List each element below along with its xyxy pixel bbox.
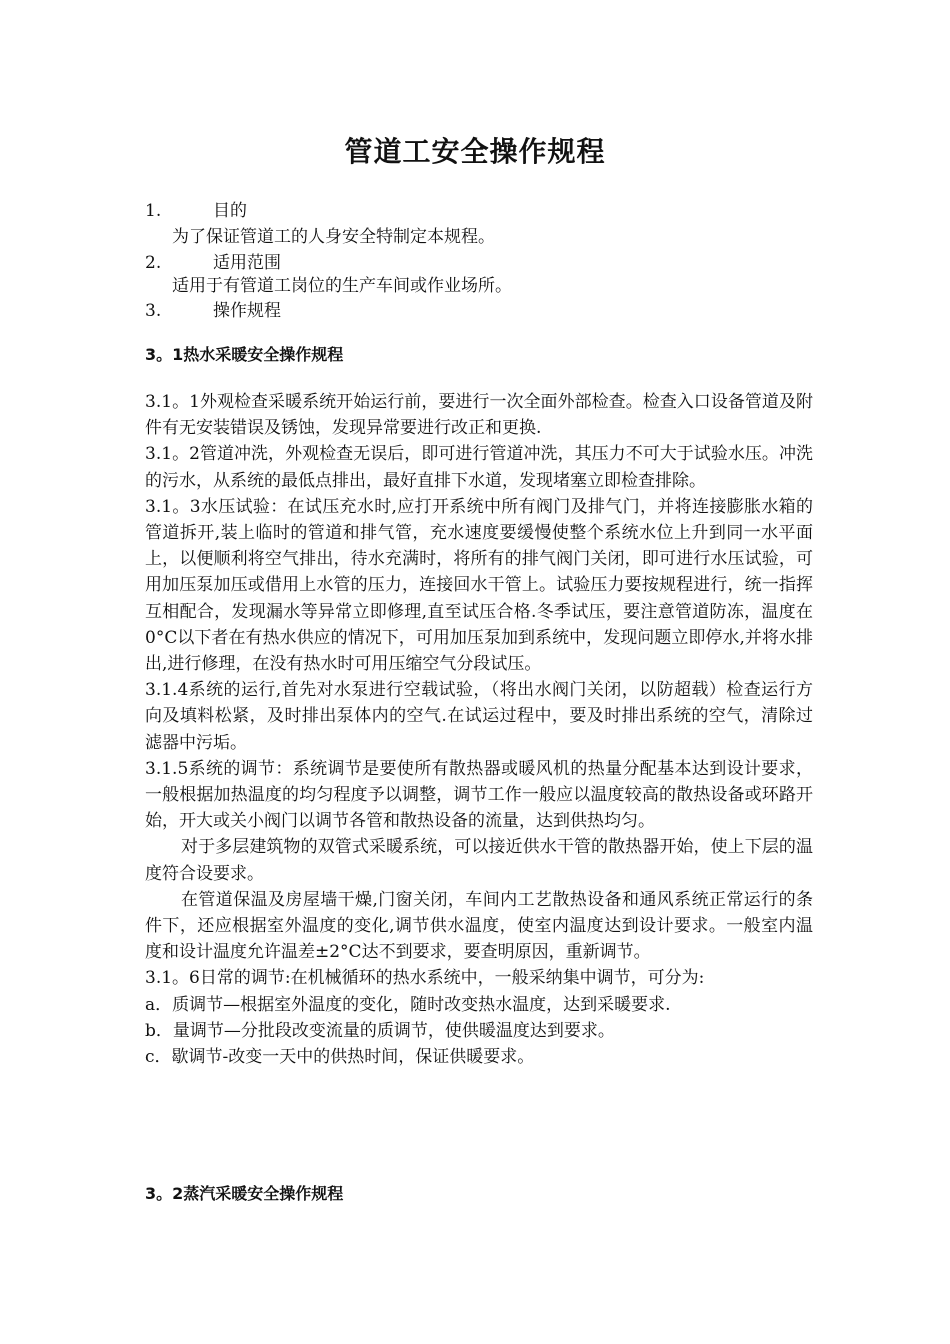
paragraph: 3.1。1外观检查采暖系统开始运行前，要进行一次全面外部检查。检查入口设备管道及附件有无安装错误及锈蚀，发现异常要进行改正和更换. xyxy=(145,392,813,439)
section-number: 3. xyxy=(145,301,162,321)
list-item: c．歇调节-改变一天中的供热时间，保证供暖要求。 xyxy=(145,1047,535,1068)
section-item-1 xyxy=(145,199,247,223)
paragraph: 3.1。6日常的调节:在机械循环的热水系统中，一般采纳集中调节，可分为: xyxy=(145,968,705,989)
paragraph: 3.1。2管道冲洗，外观检查无误后，即可进行管道冲洗，其压力不可大于试验水压。冲洗的污水，从系统的最低点排出，最好直排下水道，发现堵塞立即检查排除。 xyxy=(145,444,813,491)
section-label: 操作规程 xyxy=(213,301,281,321)
section-number: 2. xyxy=(145,253,162,273)
section-label: 目的 xyxy=(213,201,247,221)
section-text: 为了保证管道工的人身安全特制定本规程。 xyxy=(172,227,495,247)
section-item-2 xyxy=(145,251,281,275)
document-title: 管道工安全操作规程 xyxy=(344,135,606,168)
section-heading: 3。1热水采暖安全操作规程 xyxy=(145,345,344,364)
section-item-3 xyxy=(145,299,281,323)
list-item: b．量调节—分批段改变流量的质调节，使供暖温度达到要求。 xyxy=(145,1020,615,1041)
list-item: a．质调节—根据室外温度的变化，随时改变热水温度，达到采暖要求. xyxy=(145,994,671,1015)
body-text xyxy=(145,389,813,1070)
section-number: 1. xyxy=(145,201,162,221)
paragraph: 在管道保温及房屋墙干燥,门窗关闭，车间内工艺散热设备和通风系统正常运行的条件下，还应根据室外温度的变化,调节供水温度，使室内温度达到设计要求。一般室内温度和设计温度允许温差±2°C达不到要求，要查明原因，重新调节。 xyxy=(145,889,813,963)
paragraph: 对于多层建筑物的双管式采暖系统，可以接近供水干管的散热器开始，使上下层的温度符合设要求。 xyxy=(145,837,813,884)
paragraph: 3.1.5系统的调节：系统调节是要使所有散热器或暖风机的热量分配基本达到设计要求，一般根据加热温度的均匀程度予以调整，调节工作一般应以温度较高的散热设备或环路开始，开大或关小阀门以调节各管和散热设备的流量，达到供热均匀。 xyxy=(145,758,813,832)
section-text: 适用于有管道工岗位的生产车间或作业场所。 xyxy=(172,276,512,296)
paragraph: 3.1.4系统的运行,首先对水泵进行空载试验，（将出水阀门关闭，以防超载）检查运行方向及填料松紧，及时排出泵体内的空气.在试运过程中，要及时排出系统的空气，清除过滤器中污垢。 xyxy=(145,680,813,753)
paragraph: 3.1。3水压试验：在试压充水时,应打开系统中所有阀门及排气门，并将连接膨胀水箱的管道拆开,装上临时的管道和排气管，充水速度要缓慢使整个系统水位上升到同一水平面上，以便顺利将空气排出，待水充满时，将所有的排气阀门关闭，即可进行水压试验，可用加压泵加压或借用上水管的压力，连接回水干管上。试验压力要按规程进行，统一指挥互相配合，发现漏水等异常立即修理,直至试压合格.冬季试压，要注意管道防冻，温度在0°C以下者在有热水供应的情况下，可用加压泵加到系统中，发现问题立即停水,并将水排出,进行修理，在没有热水时可用压缩空气分段试压。 xyxy=(145,496,813,675)
section-label: 适用范围 xyxy=(213,253,281,273)
section-heading: 3。2蒸汽采暖安全操作规程 xyxy=(145,1184,344,1203)
